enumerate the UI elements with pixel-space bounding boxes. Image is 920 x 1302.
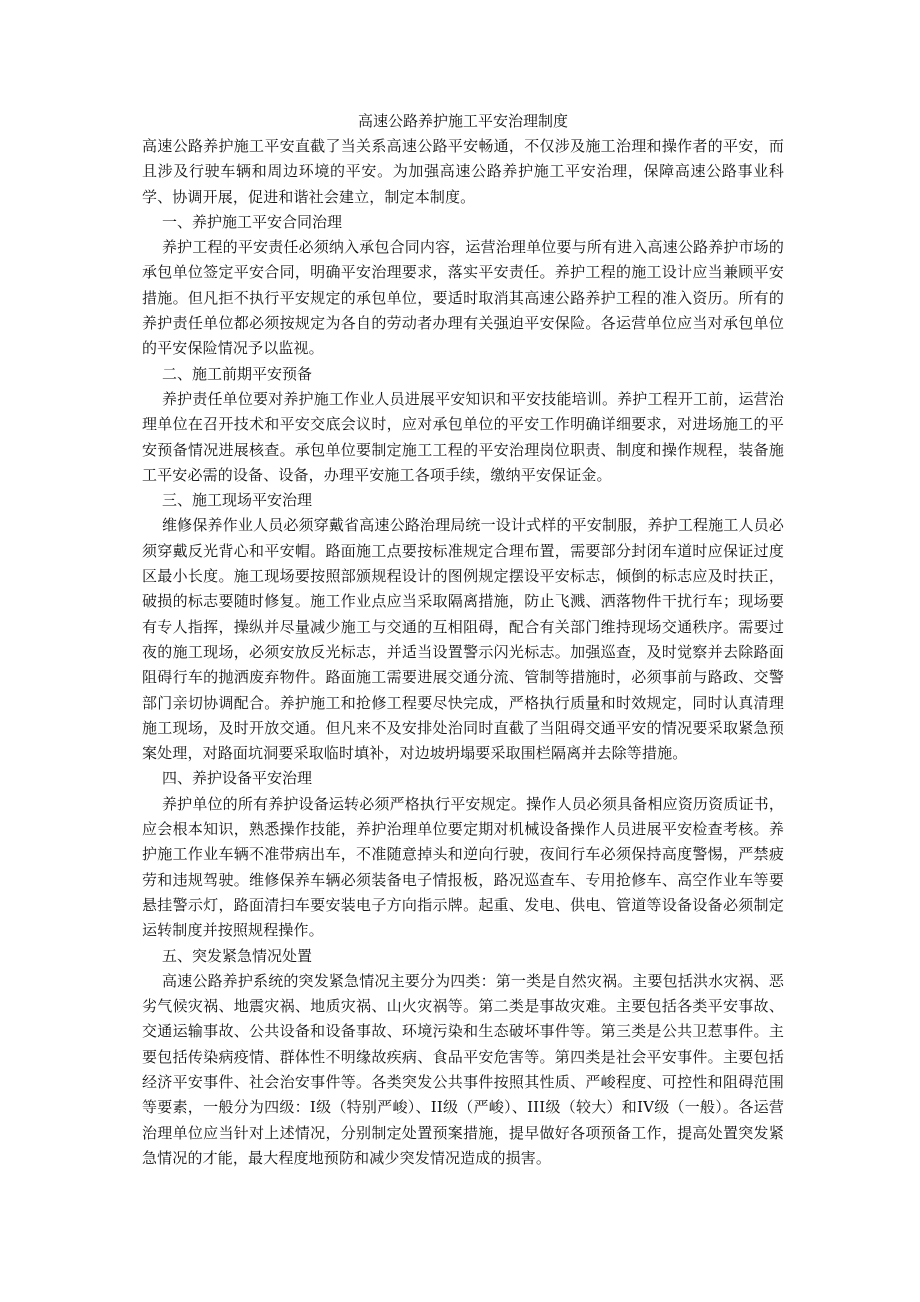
section-heading: 四、养护设备平安治理: [162, 769, 313, 788]
section-emergency-handling: [142, 944, 784, 1172]
section-heading: 二、施工前期平安预备: [162, 364, 313, 383]
section-body: 高速公路养护系统的突发紧急情况主要分为四类：第一类是自然灾祸。主要包括洪水灾祸、恶劣气候灾祸、地震灾祸、地质灾祸、山火灾祸等。第二类是事故灾难。主要包括各类平安事故、交通运输事故、公共设备和设备事故、环境污染和生态破坏事件等。第三类是公共卫惹事件。主要包括传染病疫情、群体性不明缘故疾病、食品平安危害等。第四类是社会平安事件。主要包括经济平安事件、社会治安事件等。各类突发公共事件按照其性质、严峻程度、可控性和阻碍范围等要素，一般分为四级：I级（特别严峻）、II级（严峻）、III级（较大）和IV级（一般）。各运营治理单位应当针对上述情况，分别制定处置预案措施，提早做好各项预备工作，提高处置突发紧急情况的才能，最大程度地预防和减少突发情况造成的损害。: [142, 971, 784, 1167]
section-pre-construction: [142, 362, 784, 488]
section-body: 养护工程的平安责任必须纳入承包合同内容，运营治理单位要与所有进入高速公路养护市场的承包单位签定平安合同，明确平安治理要求，落实平安责任。养护工程的施工设计应当兼顾平安措施。但凡拒不执行平安规定的承包单位，要适时取消其高速公路养护工程的准入资历。所有的养护责任单位都必须按规定为各自的劳动者办理有关强迫平安保险。各运营单位应当对承包单位的平安保险情况予以监视。: [142, 238, 784, 358]
section-heading: 五、突发紧急情况处置: [162, 946, 313, 965]
document-page: [142, 108, 784, 1171]
section-heading: 一、养护施工平安合同治理: [162, 212, 343, 231]
section-body: 养护责任单位要对养护施工作业人员进展平安知识和平安技能培训。养护工程开工前，运营治理单位在召开技术和平安交底会议时，应对承包单位的平安工作明确详细要求，对进场施工的平安预备情况进展核查。承包单位要制定施工工程的平安治理岗位职责、制度和操作规程，装备施工平安必需的设备、设备，办理平安施工各项手续，缴纳平安保证金。: [142, 389, 784, 484]
section-heading: 三、施工现场平安治理: [162, 491, 313, 510]
section-site-management: [142, 488, 784, 766]
intro-paragraph: 高速公路养护施工平安直截了当关系高速公路平安畅通，不仅涉及施工治理和操作者的平安，而且涉及行驶车辆和周边环境的平安。为加强高速公路养护施工平安治理，保障高速公路事业科学、协调开展，促进和谐社会建立，制定本制度。: [142, 137, 784, 206]
section-equipment-safety: [142, 766, 784, 943]
document-title: 高速公路养护施工平安治理制度: [357, 112, 568, 130]
section-body: 维修保养作业人员必须穿戴省高速公路治理局统一设计式样的平安制服，养护工程施工人员必须穿戴反光背心和平安帽。路面施工点要按标准规定合理布置，需要部分封闭车道时应保证过度区最小长度。施工现场要按照部颁规程设计的图例规定摆设平安标志，倾倒的标志应及时扶正，破损的标志要随时修复。施工作业点应当采取隔离措施，防止飞溅、洒落物件干扰行车；现场要有专人指挥，操纵并尽量减少施工与交通的互相阻碍，配合有关部门维持现场交通秩序。需要过夜的施工现场，必须安放反光标志，并适当设置警示闪光标志。加强巡查，及时觉察并去除路面阻碍行车的抛洒废弃物件。路面施工需要进展交通分流、管制等措施时，必须事前与路政、交警部门亲切协调配合。养护施工和抢修工程要尽快完成，严格执行质量和时效规定，同时认真清理施工现场，及时开放交通。但凡来不及安排处治同时直截了当阻碍交通平安的情况要采取紧急预案处理，对路面坑洞要采取临时填补，对边坡坍塌要采取围栏隔离并去除等措施。: [142, 516, 784, 763]
section-contract-management: [142, 210, 784, 362]
section-body: 养护单位的所有养护设备运转必须严格执行平安规定。操作人员必须具备相应资历资质证书，应会根本知识，熟悉操作技能，养护治理单位要定期对机械设备操作人员进展平安检查考核。养护施工作业车辆不准带病出车，不准随意掉头和逆向行驶，夜间行车必须保持高度警惕，严禁疲劳和违规驾驶。维修保养车辆必须装备电子情报板，路况巡查车、专用抢修车、高空作业车等要悬挂警示灯，路面清扫车要安装电子方向指示牌。起重、发电、供电、管道等设备设备必须制定运转制度并按照规程操作。: [142, 794, 784, 940]
